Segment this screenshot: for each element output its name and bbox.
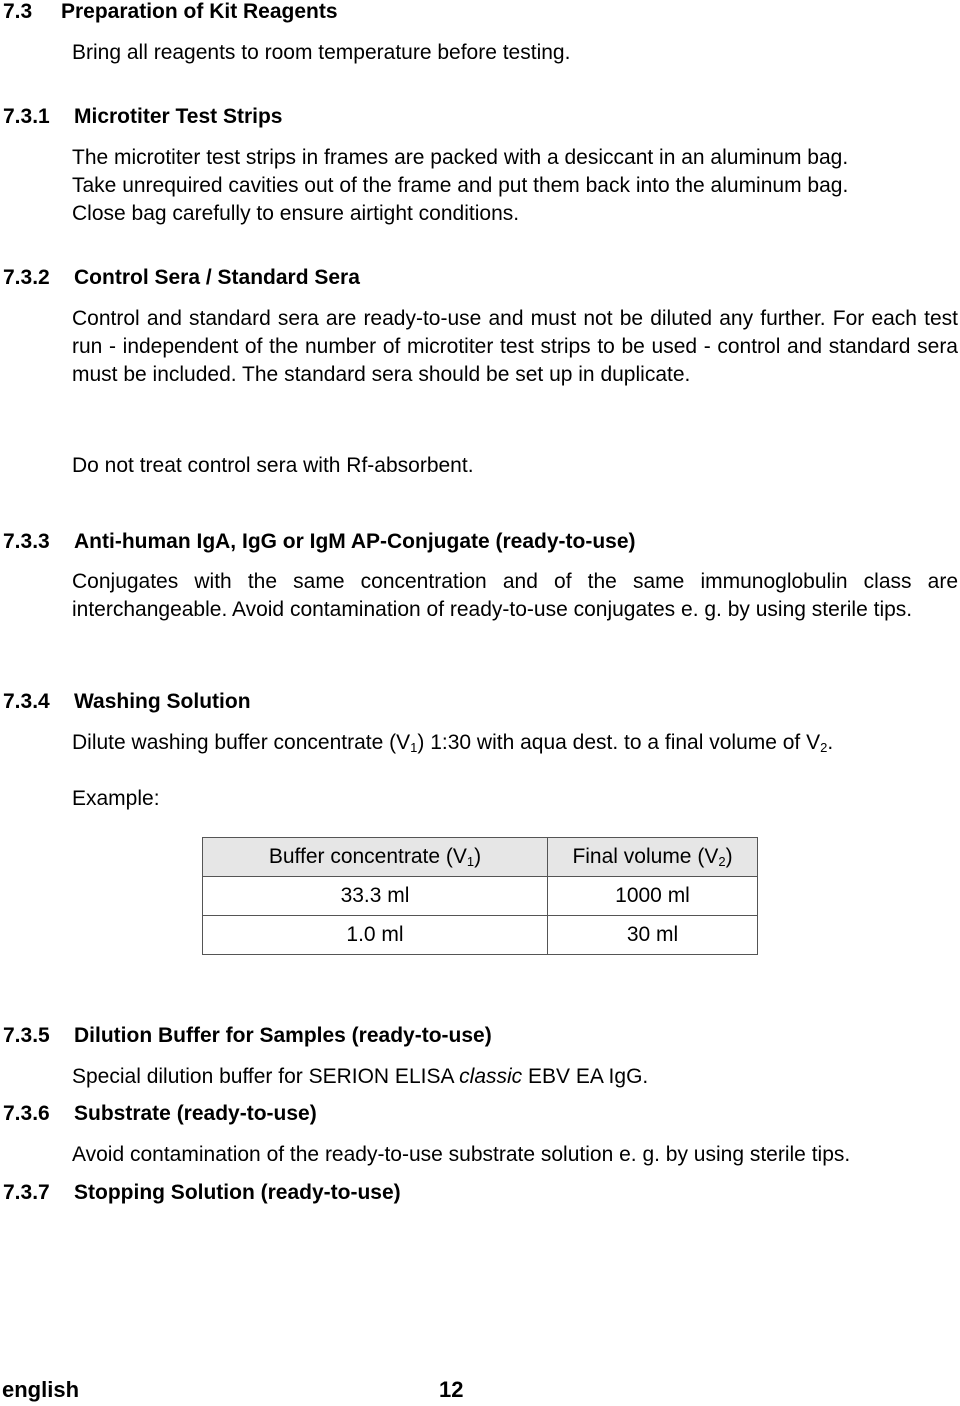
section-title: Anti-human IgA, IgG or IgM AP-Conjugate (ready-to-use): [74, 530, 636, 553]
dilution-instruction: Dilute washing buffer concentrate $(V_1)$ 1:30 with aqua dest. to a final volume of $V_2$.: [72, 731, 834, 755]
paragraph: Special dilution buffer for SERION ELISA classic EBV EA IgG.: [72, 1065, 649, 1088]
paragraph-line: The microtiter test strips in frames are packed with a desiccant in an aluminum bag.: [72, 146, 849, 169]
section-number: 7.3.6: [3, 1102, 50, 1125]
section-title: Control Sera / Standard Sera: [74, 266, 360, 289]
table-cell: 1.0 ml: [203, 916, 548, 955]
example-label: Example:: [72, 787, 160, 810]
footer-language: english: [2, 1377, 80, 1402]
section-title: Substrate (ready-to-use): [74, 1102, 317, 1125]
section-title: Preparation of Kit Reagents: [61, 0, 338, 23]
table-cell: 1000 ml: [548, 877, 758, 916]
table-cell: 33.3 ml: [203, 877, 548, 916]
section-title: Microtiter Test Strips: [74, 105, 283, 128]
table-row: [203, 916, 758, 955]
note: Do not treat control sera with Rf-absorbent.: [72, 454, 474, 477]
section-number: 7.3: [3, 0, 33, 23]
volume-table: [202, 837, 758, 955]
section-number: 7.3.3: [3, 530, 50, 553]
table-row: [203, 877, 758, 916]
section-title: Dilution Buffer for Samples (ready-to-use): [74, 1024, 492, 1047]
section-title: Washing Solution: [74, 690, 251, 713]
paragraph: Avoid contamination of the ready-to-use substrate solution e. g. by using sterile tips.: [72, 1143, 851, 1166]
paragraph-line: Take unrequired cavities out of the frame and put them back into the aluminum bag.: [72, 174, 849, 197]
table-header-row: [203, 838, 758, 877]
table-header-cell: Buffer concentrate $(V_1)$: [203, 838, 548, 877]
table-header-cell: Final volume $(V_2)$: [548, 838, 758, 877]
section-number: 7.3.7: [3, 1181, 50, 1204]
section-number: 7.3.5: [3, 1024, 50, 1047]
section-number: 7.3.2: [3, 266, 50, 289]
paragraph: Conjugates with the same concentration and of the same immunoglobulin class are interchangeable. Avoid contamination of ready-to-use conjugates e. g. by using sterile tips.: [72, 570, 958, 621]
paragraph: Bring all reagents to room temperature before testing.: [72, 41, 571, 64]
table-cell: 30 ml: [548, 916, 758, 955]
section-number: 7.3.4: [3, 690, 50, 713]
section-number: 7.3.1: [3, 105, 50, 128]
paragraph: Control and standard sera are ready-to-use and must not be diluted any further. For each test run - independent of the number of microtiter test strips to be used - control and standard sera must be included. The standard sera should be set up in duplicate.: [72, 307, 958, 386]
page-number: 12: [439, 1377, 464, 1402]
paragraph-line: Close bag carefully to ensure airtight conditions.: [72, 202, 520, 225]
section-title: Stopping Solution (ready-to-use): [74, 1181, 401, 1204]
